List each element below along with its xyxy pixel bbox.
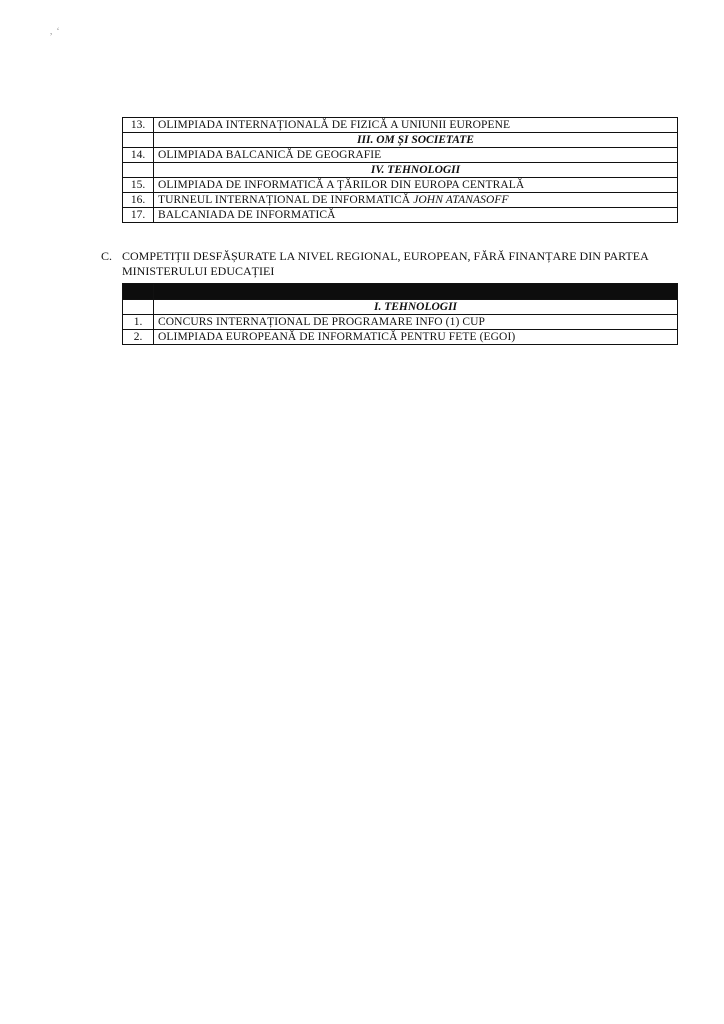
competition-name: OLIMPIADA BALCANICĂ DE GEOGRAFIE	[154, 148, 678, 163]
table-header-bar	[123, 284, 678, 300]
row-number: 13.	[123, 118, 154, 133]
table-row	[123, 148, 678, 163]
competition-name-italic: JOHN ATANASOFF	[413, 194, 509, 206]
table-row	[123, 315, 678, 330]
category-heading: IV. TEHNOLOGII	[154, 163, 678, 178]
section-title: COMPETIȚII DESFĂȘURATE LA NIVEL REGIONAL, EUROPEAN, FĂRĂ FINANȚARE DIN PARTEA MINISTERULUI EDUCAȚIEI	[122, 249, 649, 278]
row-number: 16.	[123, 193, 154, 208]
competition-name: OLIMPIADA DE INFORMATICĂ A ȚĂRILOR DIN EUROPA CENTRALĂ	[154, 178, 678, 193]
category-heading: I. TEHNOLOGII	[154, 300, 678, 315]
row-number-empty	[123, 133, 154, 148]
header-cell-number	[123, 284, 154, 300]
competitions-table-international	[122, 117, 678, 223]
row-number: 14.	[123, 148, 154, 163]
scan-corner-mark: , ‘	[50, 26, 61, 36]
competition-name: OLIMPIADA EUROPEANĂ DE INFORMATICĂ PENTRU FETE (EGOI)	[154, 330, 678, 345]
table-row	[123, 330, 678, 345]
competition-name: CONCURS INTERNAȚIONAL DE PROGRAMARE INFO (1) CUP	[154, 315, 678, 330]
competition-name: BALCANIADA DE INFORMATICĂ	[154, 208, 678, 223]
row-number: 17.	[123, 208, 154, 223]
category-row	[123, 133, 678, 148]
competition-name	[154, 193, 678, 208]
competitions-table-regional	[122, 283, 678, 345]
section-c-heading	[101, 249, 681, 279]
table-row	[123, 118, 678, 133]
competition-name: OLIMPIADA INTERNAȚIONALĂ DE FIZICĂ A UNIUNII EUROPENE	[154, 118, 678, 133]
table-row	[123, 178, 678, 193]
row-number: 2.	[123, 330, 154, 345]
category-row	[123, 300, 678, 315]
section-letter: C.	[101, 249, 113, 263]
row-number-empty	[123, 300, 154, 315]
competition-name-main: TURNEUL INTERNAȚIONAL DE INFORMATICĂ	[158, 194, 414, 206]
row-number: 1.	[123, 315, 154, 330]
row-number: 15.	[123, 178, 154, 193]
category-heading: III. OM ȘI SOCIETATE	[154, 133, 678, 148]
row-number-empty	[123, 163, 154, 178]
table-row	[123, 193, 678, 208]
table-row	[123, 208, 678, 223]
header-cell-name	[154, 284, 678, 300]
category-row	[123, 163, 678, 178]
